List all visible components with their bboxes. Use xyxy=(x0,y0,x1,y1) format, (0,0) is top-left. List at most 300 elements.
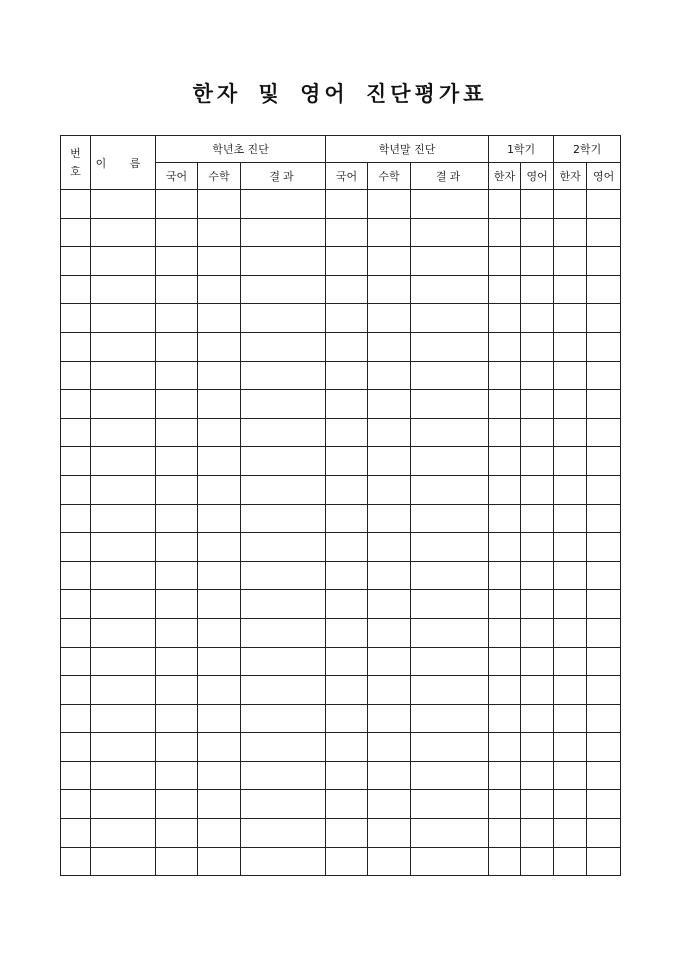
table-cell[interactable] xyxy=(489,418,521,447)
table-cell[interactable] xyxy=(241,390,326,419)
table-cell[interactable] xyxy=(91,418,156,447)
table-cell[interactable] xyxy=(368,761,411,790)
table-cell[interactable] xyxy=(198,218,241,247)
table-cell[interactable] xyxy=(554,819,587,848)
table-cell[interactable] xyxy=(241,790,326,819)
table-cell[interactable] xyxy=(368,475,411,504)
table-cell[interactable] xyxy=(554,647,587,676)
table-cell[interactable] xyxy=(326,676,368,705)
table-cell[interactable] xyxy=(411,847,489,876)
header-number-line-1: 번 xyxy=(70,146,81,160)
table-cell[interactable] xyxy=(554,304,587,333)
table-cell[interactable] xyxy=(91,618,156,647)
table-cell[interactable] xyxy=(554,332,587,361)
table-cell[interactable] xyxy=(587,361,621,390)
table-cell[interactable] xyxy=(156,647,198,676)
table-cell[interactable] xyxy=(587,704,621,733)
table-cell[interactable] xyxy=(411,218,489,247)
table-cell[interactable] xyxy=(368,361,411,390)
table-cell[interactable] xyxy=(489,504,521,533)
diagnosis-table xyxy=(60,135,621,876)
table-cell[interactable] xyxy=(241,533,326,562)
table-cell[interactable] xyxy=(241,504,326,533)
table-cell[interactable] xyxy=(198,390,241,419)
table-cell[interactable] xyxy=(521,361,554,390)
table-cell[interactable] xyxy=(156,218,198,247)
table-cell[interactable] xyxy=(156,247,198,276)
table-cell[interactable] xyxy=(521,618,554,647)
table-cell[interactable] xyxy=(326,475,368,504)
table-cell[interactable] xyxy=(521,475,554,504)
table-cell[interactable] xyxy=(368,418,411,447)
table-cell[interactable] xyxy=(91,733,156,762)
table-cell[interactable] xyxy=(411,561,489,590)
table-cell[interactable] xyxy=(61,590,91,619)
table-cell[interactable] xyxy=(326,361,368,390)
table-cell[interactable] xyxy=(554,618,587,647)
table-cell[interactable] xyxy=(587,247,621,276)
header-end-result: 결과 xyxy=(411,163,489,190)
table-cell[interactable] xyxy=(241,733,326,762)
table-cell[interactable] xyxy=(198,361,241,390)
table-cell[interactable] xyxy=(156,475,198,504)
table-cell[interactable] xyxy=(411,190,489,219)
table-cell[interactable] xyxy=(521,733,554,762)
table-cell[interactable] xyxy=(411,475,489,504)
table-body xyxy=(61,190,621,876)
table-cell[interactable] xyxy=(554,390,587,419)
table-row xyxy=(61,733,621,762)
table-cell[interactable] xyxy=(61,447,91,476)
table-cell[interactable] xyxy=(156,618,198,647)
table-cell[interactable] xyxy=(368,618,411,647)
table-cell[interactable] xyxy=(156,533,198,562)
table-cell[interactable] xyxy=(91,704,156,733)
table-cell[interactable] xyxy=(326,533,368,562)
table-cell[interactable] xyxy=(489,361,521,390)
table-cell[interactable] xyxy=(241,218,326,247)
table-cell[interactable] xyxy=(521,275,554,304)
table-cell[interactable] xyxy=(489,247,521,276)
table-cell[interactable] xyxy=(411,704,489,733)
table-cell[interactable] xyxy=(587,676,621,705)
table-cell[interactable] xyxy=(587,847,621,876)
table-cell[interactable] xyxy=(91,390,156,419)
table-cell[interactable] xyxy=(326,275,368,304)
table-cell[interactable] xyxy=(368,676,411,705)
table-cell[interactable] xyxy=(411,304,489,333)
table-cell[interactable] xyxy=(198,475,241,504)
table-cell[interactable] xyxy=(489,590,521,619)
table-cell[interactable] xyxy=(521,533,554,562)
header-end-diagnosis: 학년말 진단 xyxy=(326,136,489,163)
table-cell[interactable] xyxy=(368,390,411,419)
table-cell[interactable] xyxy=(521,504,554,533)
table-cell[interactable] xyxy=(587,475,621,504)
table-cell[interactable] xyxy=(521,218,554,247)
table-cell[interactable] xyxy=(198,819,241,848)
table-cell[interactable] xyxy=(156,590,198,619)
table-cell[interactable] xyxy=(411,418,489,447)
table-cell[interactable] xyxy=(411,504,489,533)
table-cell[interactable] xyxy=(411,819,489,848)
table-cell[interactable] xyxy=(241,647,326,676)
table-cell[interactable] xyxy=(368,561,411,590)
table-cell[interactable] xyxy=(489,190,521,219)
table-cell[interactable] xyxy=(554,733,587,762)
table-cell[interactable] xyxy=(61,504,91,533)
table-cell[interactable] xyxy=(91,247,156,276)
table-cell[interactable] xyxy=(156,447,198,476)
table-row xyxy=(61,847,621,876)
table-cell[interactable] xyxy=(326,733,368,762)
table-cell[interactable] xyxy=(91,475,156,504)
table-cell[interactable] xyxy=(489,533,521,562)
table-cell[interactable] xyxy=(326,647,368,676)
table-cell[interactable] xyxy=(489,304,521,333)
table-cell[interactable] xyxy=(61,304,91,333)
table-cell[interactable] xyxy=(61,704,91,733)
table-cell[interactable] xyxy=(241,475,326,504)
table-cell[interactable] xyxy=(368,218,411,247)
table-cell[interactable] xyxy=(61,618,91,647)
table-cell[interactable] xyxy=(411,618,489,647)
table-cell[interactable] xyxy=(368,304,411,333)
table-cell[interactable] xyxy=(489,390,521,419)
table-cell[interactable] xyxy=(411,647,489,676)
table-cell[interactable] xyxy=(91,218,156,247)
table-cell[interactable] xyxy=(411,761,489,790)
table-cell[interactable] xyxy=(61,790,91,819)
table-cell[interactable] xyxy=(91,561,156,590)
table-cell[interactable] xyxy=(521,790,554,819)
table-cell[interactable] xyxy=(368,790,411,819)
table-cell[interactable] xyxy=(156,847,198,876)
table-cell[interactable] xyxy=(521,647,554,676)
table-cell[interactable] xyxy=(554,447,587,476)
table-cell[interactable] xyxy=(241,361,326,390)
table-cell[interactable] xyxy=(587,647,621,676)
table-cell[interactable] xyxy=(368,590,411,619)
table-cell[interactable] xyxy=(368,247,411,276)
table-cell[interactable] xyxy=(554,561,587,590)
table-cell[interactable] xyxy=(521,704,554,733)
table-cell[interactable] xyxy=(91,761,156,790)
table-cell[interactable] xyxy=(61,676,91,705)
table-cell[interactable] xyxy=(91,190,156,219)
table-cell[interactable] xyxy=(61,247,91,276)
table-cell[interactable] xyxy=(411,676,489,705)
table-cell[interactable] xyxy=(411,790,489,819)
table-cell[interactable] xyxy=(241,418,326,447)
table-cell[interactable] xyxy=(241,704,326,733)
table-cell[interactable] xyxy=(326,304,368,333)
table-cell[interactable] xyxy=(587,790,621,819)
table-cell[interactable] xyxy=(521,590,554,619)
table-cell[interactable] xyxy=(326,390,368,419)
table-cell[interactable] xyxy=(61,332,91,361)
table-cell[interactable] xyxy=(61,761,91,790)
table-cell[interactable] xyxy=(368,504,411,533)
table-row xyxy=(61,790,621,819)
table-cell[interactable] xyxy=(368,704,411,733)
table-cell[interactable] xyxy=(326,247,368,276)
table-cell[interactable] xyxy=(156,190,198,219)
table-cell[interactable] xyxy=(489,275,521,304)
table-cell[interactable] xyxy=(326,761,368,790)
table-cell[interactable] xyxy=(521,819,554,848)
table-cell[interactable] xyxy=(198,676,241,705)
table-cell[interactable] xyxy=(368,275,411,304)
table-cell[interactable] xyxy=(368,533,411,562)
table-cell[interactable] xyxy=(61,275,91,304)
table-cell[interactable] xyxy=(156,790,198,819)
table-cell[interactable] xyxy=(241,761,326,790)
table-cell[interactable] xyxy=(91,590,156,619)
table-cell[interactable] xyxy=(554,418,587,447)
table-cell[interactable] xyxy=(61,819,91,848)
table-cell[interactable] xyxy=(489,475,521,504)
table-cell[interactable] xyxy=(489,332,521,361)
table-cell[interactable] xyxy=(91,533,156,562)
table-cell[interactable] xyxy=(326,590,368,619)
table-cell[interactable] xyxy=(489,447,521,476)
table-cell[interactable] xyxy=(61,475,91,504)
table-cell[interactable] xyxy=(368,819,411,848)
table-cell[interactable] xyxy=(241,847,326,876)
table-cell[interactable] xyxy=(521,847,554,876)
table-row xyxy=(61,533,621,562)
table-cell[interactable] xyxy=(587,590,621,619)
table-cell[interactable] xyxy=(156,676,198,705)
table-cell[interactable] xyxy=(489,819,521,848)
table-cell[interactable] xyxy=(156,561,198,590)
table-cell[interactable] xyxy=(489,618,521,647)
table-cell[interactable] xyxy=(368,332,411,361)
table-cell[interactable] xyxy=(198,618,241,647)
table-cell[interactable] xyxy=(411,361,489,390)
table-cell[interactable] xyxy=(489,790,521,819)
table-cell[interactable] xyxy=(156,361,198,390)
table-cell[interactable] xyxy=(521,761,554,790)
table-cell[interactable] xyxy=(61,647,91,676)
table-cell[interactable] xyxy=(587,332,621,361)
table-cell[interactable] xyxy=(156,390,198,419)
table-cell[interactable] xyxy=(326,561,368,590)
table-cell[interactable] xyxy=(411,332,489,361)
table-cell[interactable] xyxy=(198,561,241,590)
table-cell[interactable] xyxy=(587,561,621,590)
table-cell[interactable] xyxy=(554,190,587,219)
table-cell[interactable] xyxy=(61,218,91,247)
table-cell[interactable] xyxy=(198,761,241,790)
table-cell[interactable] xyxy=(198,647,241,676)
table-cell[interactable] xyxy=(326,847,368,876)
table-cell[interactable] xyxy=(91,361,156,390)
table-cell[interactable] xyxy=(198,275,241,304)
table-cell[interactable] xyxy=(241,190,326,219)
table-cell[interactable] xyxy=(61,190,91,219)
table-cell[interactable] xyxy=(198,533,241,562)
table-cell[interactable] xyxy=(554,247,587,276)
table-cell[interactable] xyxy=(587,533,621,562)
header-s2-english: 영어 xyxy=(587,163,621,190)
table-cell[interactable] xyxy=(554,704,587,733)
table-cell[interactable] xyxy=(587,275,621,304)
table-cell[interactable] xyxy=(489,647,521,676)
table-cell[interactable] xyxy=(326,447,368,476)
table-cell[interactable] xyxy=(326,704,368,733)
table-cell[interactable] xyxy=(241,618,326,647)
table-cell[interactable] xyxy=(521,447,554,476)
table-cell[interactable] xyxy=(554,790,587,819)
table-cell[interactable] xyxy=(554,533,587,562)
table-cell[interactable] xyxy=(156,761,198,790)
table-cell[interactable] xyxy=(326,418,368,447)
table-cell[interactable] xyxy=(368,847,411,876)
table-cell[interactable] xyxy=(368,447,411,476)
table-cell[interactable] xyxy=(156,418,198,447)
table-cell[interactable] xyxy=(198,418,241,447)
table-cell[interactable] xyxy=(326,190,368,219)
table-cell[interactable] xyxy=(368,190,411,219)
table-cell[interactable] xyxy=(241,819,326,848)
table-cell[interactable] xyxy=(91,847,156,876)
table-cell[interactable] xyxy=(587,390,621,419)
table-cell[interactable] xyxy=(61,561,91,590)
table-cell[interactable] xyxy=(411,590,489,619)
table-cell[interactable] xyxy=(198,504,241,533)
table-cell[interactable] xyxy=(489,847,521,876)
table-cell[interactable] xyxy=(554,761,587,790)
table-cell[interactable] xyxy=(587,190,621,219)
table-cell[interactable] xyxy=(521,304,554,333)
table-cell[interactable] xyxy=(521,676,554,705)
table-cell[interactable] xyxy=(521,247,554,276)
table-cell[interactable] xyxy=(156,332,198,361)
table-cell[interactable] xyxy=(521,561,554,590)
table-cell[interactable] xyxy=(489,676,521,705)
table-cell[interactable] xyxy=(198,447,241,476)
table-cell[interactable] xyxy=(241,590,326,619)
table-cell[interactable] xyxy=(61,733,91,762)
table-cell[interactable] xyxy=(554,590,587,619)
table-cell[interactable] xyxy=(411,247,489,276)
table-cell[interactable] xyxy=(411,447,489,476)
table-cell[interactable] xyxy=(156,304,198,333)
table-cell[interactable] xyxy=(91,332,156,361)
table-cell[interactable] xyxy=(241,275,326,304)
table-cell[interactable] xyxy=(61,533,91,562)
table-cell[interactable] xyxy=(326,819,368,848)
table-cell[interactable] xyxy=(91,275,156,304)
table-cell[interactable] xyxy=(198,847,241,876)
table-cell[interactable] xyxy=(91,790,156,819)
table-cell[interactable] xyxy=(91,447,156,476)
table-cell[interactable] xyxy=(91,504,156,533)
table-cell[interactable] xyxy=(91,304,156,333)
table-cell[interactable] xyxy=(554,847,587,876)
table-cell[interactable] xyxy=(326,790,368,819)
table-cell[interactable] xyxy=(241,332,326,361)
table-cell[interactable] xyxy=(156,819,198,848)
table-cell[interactable] xyxy=(198,590,241,619)
table-cell[interactable] xyxy=(411,275,489,304)
table-cell[interactable] xyxy=(156,275,198,304)
table-cell[interactable] xyxy=(156,504,198,533)
table-cell[interactable] xyxy=(587,761,621,790)
table-cell[interactable] xyxy=(198,704,241,733)
table-cell[interactable] xyxy=(554,218,587,247)
table-cell[interactable] xyxy=(587,304,621,333)
table-cell[interactable] xyxy=(489,561,521,590)
table-cell[interactable] xyxy=(241,561,326,590)
table-cell[interactable] xyxy=(554,361,587,390)
table-cell[interactable] xyxy=(554,475,587,504)
table-cell[interactable] xyxy=(91,676,156,705)
table-cell[interactable] xyxy=(521,390,554,419)
table-cell[interactable] xyxy=(61,847,91,876)
table-cell[interactable] xyxy=(554,504,587,533)
table-cell[interactable] xyxy=(554,275,587,304)
table-cell[interactable] xyxy=(241,676,326,705)
table-cell[interactable] xyxy=(489,761,521,790)
table-cell[interactable] xyxy=(411,390,489,419)
table-cell[interactable] xyxy=(198,332,241,361)
table-cell[interactable] xyxy=(241,247,326,276)
table-cell[interactable] xyxy=(587,819,621,848)
table-cell[interactable] xyxy=(554,676,587,705)
table-cell[interactable] xyxy=(198,190,241,219)
header-s1-english: 영어 xyxy=(521,163,554,190)
table-cell[interactable] xyxy=(61,361,91,390)
table-cell[interactable] xyxy=(61,418,91,447)
table-cell[interactable] xyxy=(61,390,91,419)
table-cell[interactable] xyxy=(91,647,156,676)
table-cell[interactable] xyxy=(411,733,489,762)
table-cell[interactable] xyxy=(587,504,621,533)
table-cell[interactable] xyxy=(587,218,621,247)
header-number-line-2: 호 xyxy=(70,164,81,178)
table-cell[interactable] xyxy=(587,447,621,476)
table-cell[interactable] xyxy=(411,533,489,562)
table-cell[interactable] xyxy=(368,647,411,676)
table-cell[interactable] xyxy=(198,304,241,333)
table-cell[interactable] xyxy=(521,332,554,361)
table-cell[interactable] xyxy=(521,190,554,219)
table-cell[interactable] xyxy=(156,704,198,733)
table-cell[interactable] xyxy=(587,418,621,447)
table-cell[interactable] xyxy=(198,733,241,762)
table-cell[interactable] xyxy=(241,447,326,476)
table-cell[interactable] xyxy=(241,304,326,333)
table-cell[interactable] xyxy=(326,332,368,361)
table-cell[interactable] xyxy=(587,618,621,647)
table-cell[interactable] xyxy=(368,733,411,762)
table-cell[interactable] xyxy=(91,819,156,848)
table-cell[interactable] xyxy=(489,733,521,762)
table-cell[interactable] xyxy=(198,247,241,276)
table-cell[interactable] xyxy=(198,790,241,819)
table-cell[interactable] xyxy=(521,418,554,447)
table-cell[interactable] xyxy=(326,504,368,533)
table-cell[interactable] xyxy=(156,733,198,762)
table-cell[interactable] xyxy=(587,733,621,762)
table-cell[interactable] xyxy=(489,704,521,733)
table-cell[interactable] xyxy=(326,618,368,647)
table-cell[interactable] xyxy=(489,218,521,247)
table-cell[interactable] xyxy=(326,218,368,247)
